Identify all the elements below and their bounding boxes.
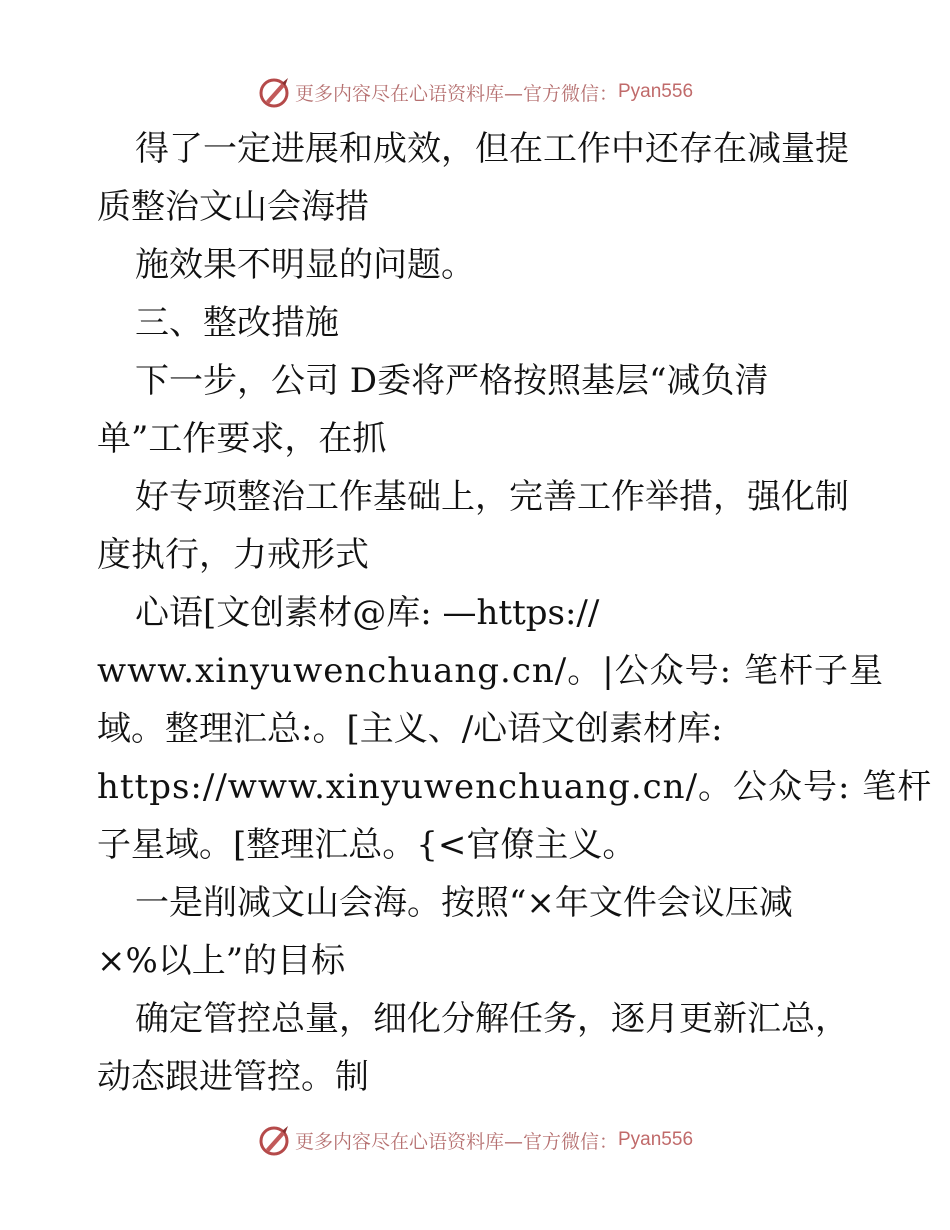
paragraph-line: 单”工作要求，在抓 (97, 419, 387, 459)
paragraph-line: 施效果不明显的问题。 (135, 245, 475, 285)
banner-wechat-id: Pyan556 (618, 81, 694, 102)
paragraph-line: 度执行，力戒形式 (97, 535, 369, 575)
paragraph-line: 质整治文山会海措 (97, 187, 369, 227)
paragraph-line: www.xinyuwenchuang.cn/。|公众号: 笔杆子星 (97, 651, 884, 691)
quill-logo-icon (257, 75, 291, 109)
paragraph-line: 好专项整治工作基础上，完善工作举措，强化制 (135, 477, 849, 517)
paragraph-line: 得了一定进展和成效，但在工作中还存在减量提 (135, 129, 849, 169)
paragraph-line: 确定管控总量，细化分解任务，逐月更新汇总， (135, 999, 849, 1039)
paragraph-line: 动态跟进管控。制 (97, 1057, 369, 1097)
banner-text: 更多内容尽在心语资料库—官方微信： (294, 82, 618, 105)
banner-wechat-id: Pyan556 (618, 1129, 694, 1150)
paragraph-line: https://www.xinyuwenchuang.cn/。公众号: 笔杆 (97, 767, 933, 807)
section-heading: 三、整改措施 (135, 303, 339, 343)
paragraph-line: 一是削减文山会海。按照“×年文件会议压减 (135, 883, 793, 923)
footer-watermark-banner (0, 1120, 950, 1160)
paragraph-line: 下一步，公司 D委将严格按照基层“减负清 (135, 361, 769, 401)
quill-logo-icon (257, 1123, 291, 1157)
header-watermark-banner (0, 72, 950, 112)
paragraph-line: 子星域。[整理汇总。{<官僚主义。 (97, 825, 637, 865)
paragraph-line: 心语[文创素材@库: —https:// (135, 593, 600, 633)
banner-text: 更多内容尽在心语资料库—官方微信： (294, 1130, 618, 1153)
paragraph-line: 域。整理汇总:。[主义、/心语文创素材库: (97, 709, 723, 749)
paragraph-line: ×%以上”的目标 (97, 941, 346, 981)
